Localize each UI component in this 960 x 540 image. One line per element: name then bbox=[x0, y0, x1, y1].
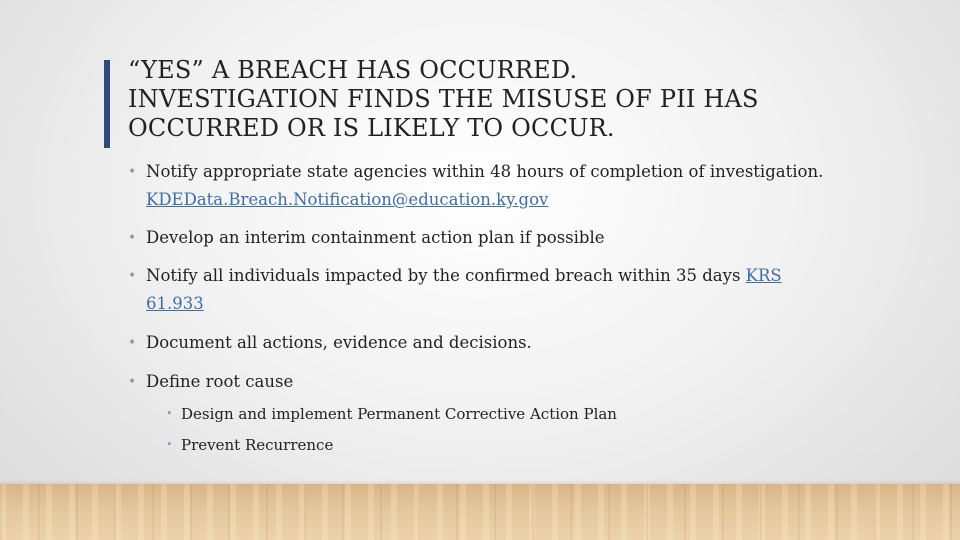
bullet-root-cause bbox=[128, 368, 888, 396]
slide-title bbox=[128, 56, 888, 143]
bullet-dot-icon: • bbox=[128, 374, 137, 390]
krs-link[interactable]: KRS bbox=[745, 266, 782, 285]
bullet-text: Notify all individuals impacted by the confirmed breach within 35 days bbox=[146, 266, 741, 285]
bullet-notify-individuals bbox=[128, 262, 888, 318]
bullet-list bbox=[128, 158, 888, 457]
title-line-3: OCCURRED OR IS LIKELY TO OCCUR. bbox=[128, 114, 615, 142]
bullet-text: Document all actions, evidence and decisions. bbox=[146, 333, 532, 352]
wood-floor bbox=[0, 484, 960, 540]
sub-bullet-dot-icon: • bbox=[166, 438, 173, 451]
krs-link-continued[interactable]: 61.933 bbox=[146, 294, 204, 313]
bullet-dot-icon: • bbox=[128, 268, 137, 284]
sub-bullet-text: Prevent Recurrence bbox=[181, 436, 334, 454]
title-line-1: “YES” A BREACH HAS OCCURRED. bbox=[128, 56, 578, 84]
bullet-dot-icon: • bbox=[128, 230, 137, 246]
sub-bullet-dot-icon: • bbox=[166, 407, 173, 420]
bullet-containment-plan bbox=[128, 224, 888, 252]
bullet-dot-icon: • bbox=[128, 164, 137, 180]
sub-bullet-prevent-recurrence bbox=[128, 433, 888, 457]
bullet-document-actions bbox=[128, 329, 888, 357]
bullet-dot-icon: • bbox=[128, 335, 137, 351]
bullet-text: Define root cause bbox=[146, 372, 294, 391]
title-line-2: INVESTIGATION FINDS THE MISUSE OF PII HAS bbox=[128, 85, 759, 113]
sub-bullet-corrective-plan bbox=[128, 402, 888, 426]
email-link[interactable]: KDEData.Breach.Notification@education.ky.gov bbox=[146, 190, 549, 209]
bullet-text: Develop an interim containment action plan if possible bbox=[146, 228, 605, 247]
bullet-notify-agencies bbox=[128, 158, 888, 214]
bullet-text: Notify appropriate state agencies within 48 hours of completion of investigation. bbox=[146, 162, 824, 181]
title-accent-bar bbox=[104, 60, 110, 148]
sub-bullet-text: Design and implement Permanent Corrective Action Plan bbox=[181, 405, 617, 423]
